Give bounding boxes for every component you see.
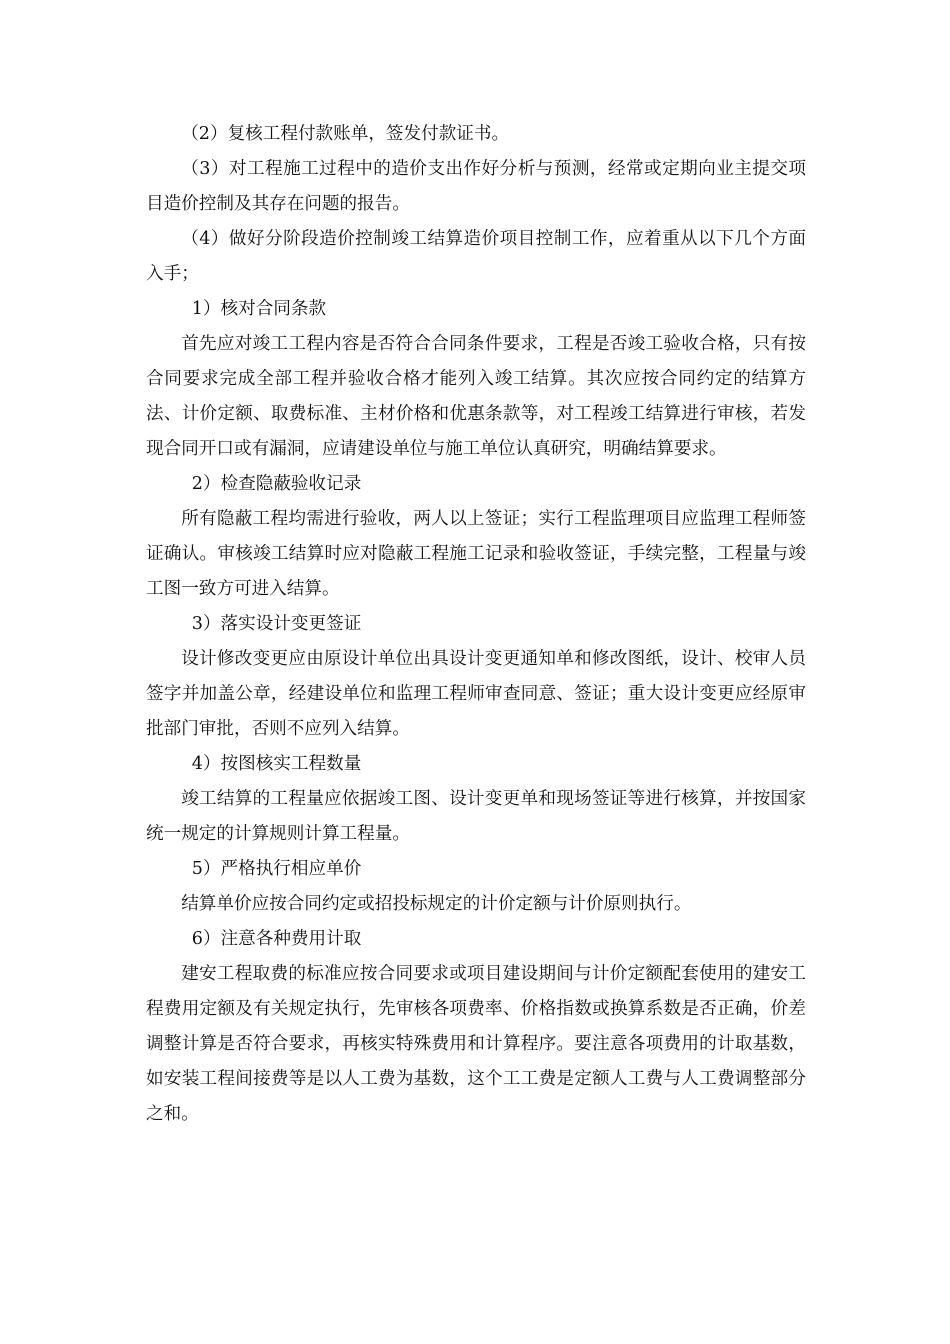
document-body — [146, 117, 806, 1132]
subheading-5: 5）严格执行相应单价 — [191, 859, 362, 879]
paragraph-contract-terms: 首先应对竣工工程内容是否符合合同条件要求，工程是否竣工验收合格，只有按合同要求完成全部工程并验收合格才能列入竣工结算。其次应按合同约定的结算方法、计价定额、取费标准、主材价格和优惠条款等，对工程竣工结算进行审核，若发现合同开口或有漏洞，应请建设单位与施工单位认真研究，明确结算要求。 — [146, 334, 806, 459]
paragraph-fee-calculation: 建安工程取费的标准应按合同要求或项目建设期间与计价定额配套使用的建安工程费用定额及有关规定执行，先审核各项费率、价格指数或换算系数是否正确，价差调整计算是否符合要求，再核实特殊费用和计算程序。要注意各项费用的计取基数，如安装工程间接费等是以人工费为基数，这个工工费是定额人工费与人工费调整部分之和。 — [146, 964, 806, 1124]
subheading-3: 3）落实设计变更签证 — [191, 614, 362, 634]
paragraph-quantity-check: 竣工结算的工程量应依据竣工图、设计变更单和现场签证等进行核算，并按国家统一规定的计算规则计算工程量。 — [146, 789, 806, 844]
paragraph-unit-price: 结算单价应按合同约定或招投标规定的计价定额与计价原则执行。 — [181, 894, 692, 914]
paragraph-item-4: （4）做好分阶段造价控制竣工结算造价项目控制工作，应着重从以下几个方面入手； — [146, 229, 806, 284]
paragraph-item-2: （2）复核工程付款账单，签发付款证书。 — [181, 124, 510, 144]
paragraph-item-3: （3）对工程施工过程中的造价支出作好分析与预测，经常或定期向业主提交项目造价控制及其存在问题的报告。 — [146, 159, 806, 214]
paragraph-hidden-works: 所有隐蔽工程均需进行验收，两人以上签证；实行工程监理项目应监理工程师签证确认。审核竣工结算时应对隐蔽工程施工记录和验收签证，手续完整，工程量与竣工图一致方可进入结算。 — [146, 509, 806, 599]
subheading-4: 4）按图核实工程数量 — [191, 754, 362, 774]
paragraph-design-change: 设计修改变更应由原设计单位出具设计变更通知单和修改图纸，设计、校审人员签字并加盖公章，经建设单位和监理工程师审查同意、签证；重大设计变更应经原审批部门审批，否则不应列入结算。 — [146, 649, 806, 739]
subheading-2: 2）检查隐蔽验收记录 — [191, 474, 362, 494]
subheading-1: 1）核对合同条款 — [191, 299, 327, 319]
subheading-6: 6）注意各种费用计取 — [191, 929, 362, 949]
